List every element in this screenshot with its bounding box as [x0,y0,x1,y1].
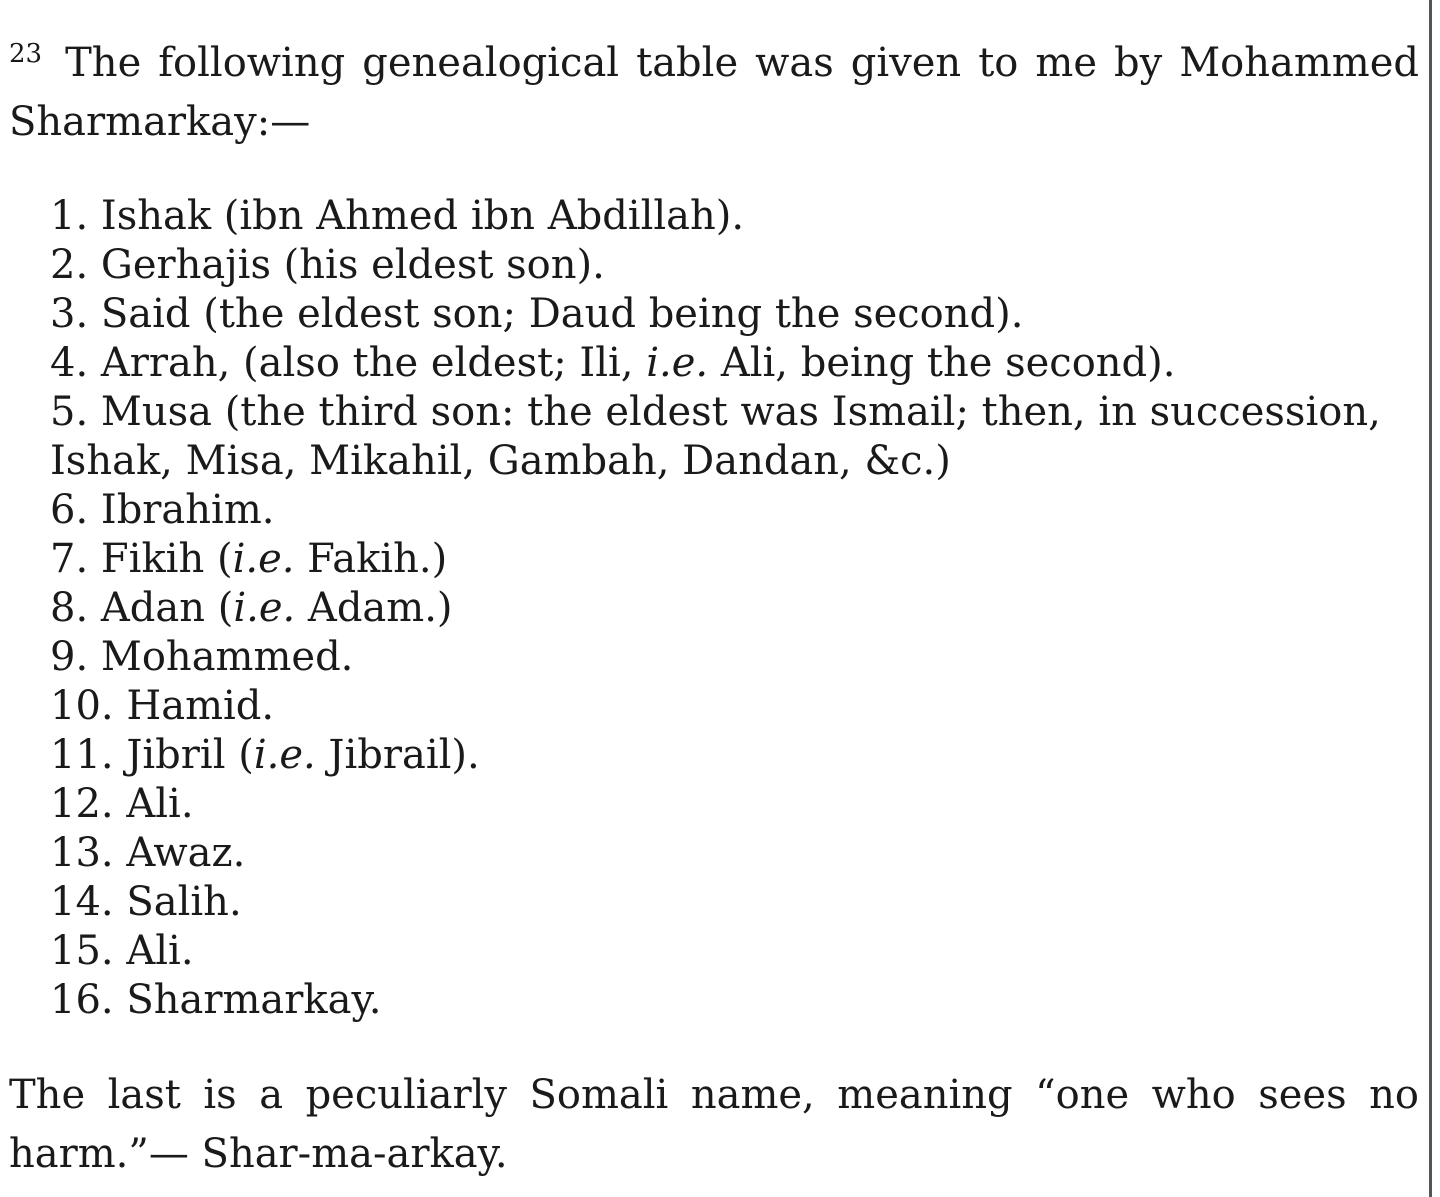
list-item-text: Jibrail). [315,732,480,778]
list-item-text: Salih. [126,879,242,925]
list-item-text: Fikih ( [100,536,233,582]
genealogy-list [50,192,1420,1025]
footnote-intro-text: The following genealogical table was given to me by Mohammed Sharmarkay:— [9,40,1420,145]
footnote-number: 23 [9,39,43,69]
list-item-number: 8. [50,585,89,631]
list-item-italic-text: i.e. [233,585,296,631]
list-item-number: 11. [50,732,114,778]
list-item-number: 10. [50,683,114,729]
genealogy-list-item [50,339,1420,388]
genealogy-list-item [50,535,1420,584]
genealogy-list-item [50,829,1420,878]
list-item-text: Ibrahim. [100,487,275,533]
list-item-text: Adam.) [295,585,453,631]
list-item-number: 4. [50,340,89,386]
list-item-text: Sharmarkay. [126,977,382,1023]
genealogy-list-item [50,927,1420,976]
list-item-number: 16. [50,977,114,1023]
genealogy-list-item [50,241,1420,290]
list-item-number: 15. [50,928,114,974]
genealogy-list-item [50,633,1420,682]
list-item-text: Awaz. [126,830,246,876]
list-item-number: 1. [50,193,89,239]
footnote-outro-text: The last is a peculiarly Somali name, meaning “one who sees no harm.”— Shar-ma-arkay. [9,1072,1419,1177]
list-item-number: 5. [50,389,89,435]
list-item-text: Ali. [126,781,194,827]
genealogy-list-item [50,290,1420,339]
list-item-number: 12. [50,781,114,827]
list-item-number: 2. [50,242,89,288]
list-item-text: Gerhajis (his eldest son). [100,242,605,288]
list-item-text: Arrah, (also the eldest; Ili, [100,340,647,386]
list-item-number: 9. [50,634,89,680]
list-item-text: Mohammed. [100,634,354,680]
genealogy-list-item [50,780,1420,829]
list-item-text: Jibril ( [126,732,254,778]
list-item-text: Hamid. [126,683,275,729]
list-item-italic-text: i.e. [232,536,295,582]
genealogy-list-item [50,192,1420,241]
genealogy-list-item [50,584,1420,633]
list-item-text: Ishak (ibn Ahmed ibn Abdillah). [100,193,745,239]
list-item-italic-text: i.e. [646,340,709,386]
list-item-number: 14. [50,879,114,925]
footnote-intro-paragraph [9,34,1419,152]
genealogy-list-item [50,486,1420,535]
genealogy-list-item [50,976,1420,1025]
list-item-number: 3. [50,291,89,337]
list-item-text: Musa (the third son: the eldest was Ismail; then, in succession, Ishak, Misa, Mikahil, Gambah, Dandan, &c.) [50,389,1381,484]
list-item-text: Fakih.) [294,536,448,582]
list-item-number: 13. [50,830,114,876]
genealogy-list-item [50,682,1420,731]
list-item-text: Ali. [126,928,194,974]
list-item-number: 7. [50,536,89,582]
list-item-text: Ali, being the second). [708,340,1176,386]
list-item-number: 6. [50,487,89,533]
list-item-text: Adan ( [100,585,234,631]
genealogy-list-item [50,878,1420,927]
footnote-outro-paragraph [9,1066,1419,1184]
genealogy-list-item [50,388,1420,486]
list-item-italic-text: i.e. [253,732,316,778]
list-item-text: Said (the eldest son; Daud being the second). [100,291,1024,337]
genealogy-list-item [50,731,1420,780]
